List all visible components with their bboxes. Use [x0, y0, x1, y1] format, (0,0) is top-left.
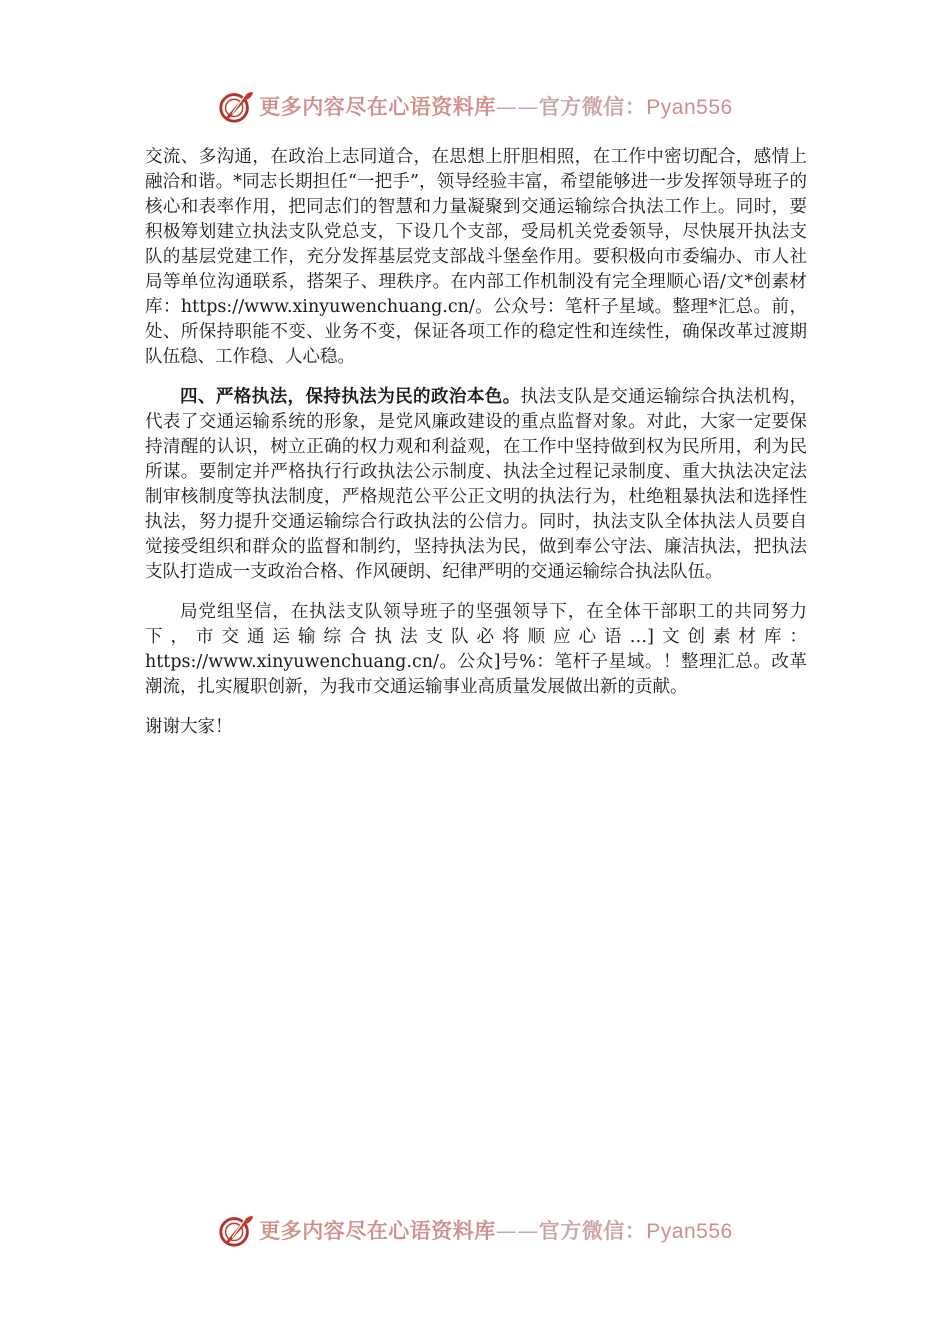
- banner-wechat-id: Pyan556: [646, 1220, 733, 1243]
- banner-wechat-label: 官方微信：: [538, 1219, 647, 1243]
- banner-text: [259, 1215, 732, 1245]
- quill-logo-icon: [217, 87, 255, 125]
- banner-wechat-id: Pyan556: [646, 96, 733, 119]
- closing-remark: 谢谢大家！: [145, 717, 233, 737]
- banner-main-text: 更多内容尽在心语资料库: [259, 95, 496, 119]
- banner-wechat-label: 官方微信：: [538, 95, 647, 119]
- footer-banner: [0, 1208, 950, 1252]
- banner-separator: ——: [495, 1219, 539, 1243]
- paragraph-1: 交流、多沟通，在政治上志同道合，在思想上肝胆相照，在工作中密切配合，感情上融洽和谐。*同志长期担任“一把手”，领导经验丰富，希望能够进一步发挥领导班子的核心和表率作用，把同志们的智慧和力量凝聚到交通运输综合执法工作上。同时，要积极筹划建立执法支队党总支，下设几个支部，受局机关党委领导，尽快展开执法支队的基层党建工作，充分发挥基层党支部战斗堡垒作用。要积极向市委编办、市人社局等单位沟通联系，搭架子、理秩序。在内部工作机制没有完全理顺心语/文*创素材库：https://www.xinyuwenchuang.cn/。公众号：笔杆子星域。整理*汇总。前，处、所保持职能不变、业务不变，保证各项工作的稳定性和连续性，确保改革过渡期队伍稳、工作稳、人心稳。: [145, 147, 807, 367]
- header-banner: [0, 84, 950, 128]
- quill-logo-icon: [217, 1211, 255, 1249]
- banner-text: [259, 91, 732, 121]
- paragraph-2-text: 执法支队是交通运输综合执法机构，代表了交通运输系统的形象，是党风廉政建设的重点监督对象。对此，大家一定要保持清醒的认识，树立正确的权力观和利益观，在工作中坚持做到权为民所用，利为民所谋。要制定并严格执行行政执法公示制度、执法全过程记录制度、重大执法决定法制审核制度等执法制度，严格规范公平公正文明的执法行为，杜绝粗暴执法和选择性执法，努力提升交通运输综合行政执法的公信力。同时，执法支队全体执法人员要自觉接受组织和群众的监督和制约，坚持执法为民，做到奉公守法、廉洁执法，把执法支队打造成一支政治合格、作风硬朗、纪律严明的交通运输综合执法队伍。: [145, 387, 808, 582]
- document-body: [145, 145, 807, 740]
- paragraph-3: 局党组坚信，在执法支队领导班子的坚强领导下，在全体干部职工的共同努力下，市交通运输综合执法支队必将顺应心语…]文创素材库：https://www.xinyuwenchuang.cn/。公众]号%：笔杆子星域。！整理汇总。改革潮流，扎实履职创新，为我市交通运输事业高质量发展做出新的贡献。: [145, 602, 807, 697]
- banner-main-text: 更多内容尽在心语资料库: [259, 1219, 496, 1243]
- section-heading: 四、严格执法，保持执法为民的政治本色。: [180, 387, 521, 407]
- paragraph-2: [145, 385, 807, 585]
- banner-separator: ——: [495, 95, 539, 119]
